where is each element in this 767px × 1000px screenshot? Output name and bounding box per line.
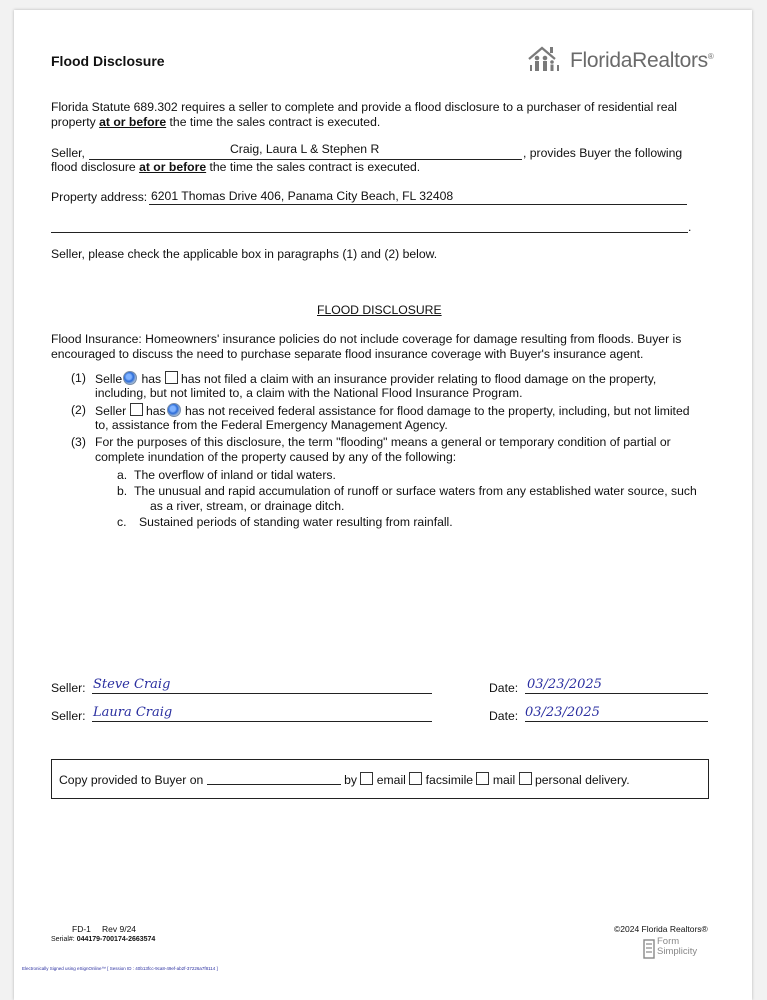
florida-realtors-logo	[526, 43, 726, 79]
date-2-label: Date:	[489, 709, 519, 723]
date-2-line	[525, 721, 708, 722]
copy-provided-label: Copy provided to Buyer on	[59, 773, 204, 787]
item-3a-letter: a.	[117, 468, 128, 482]
document-page	[14, 10, 752, 1000]
date-2-value[interactable]: 03/23/2025	[525, 705, 600, 720]
seller-label: Seller,	[51, 146, 85, 160]
item-3b-text: The unusual and rapid accumulation of runoff or surface waters from any established water source, such as a river, stream, or drainage ditch.	[134, 484, 697, 513]
form-simplicity-icon	[643, 939, 655, 959]
item-3: For the purposes of this disclosure, the term "flooding" means a general or temporary condition of partial or complete inundation of the property caused by any of the following:	[95, 435, 671, 464]
seller-2-signature-line	[92, 721, 432, 722]
seller-name-field[interactable]: Craig, Laura L & Stephen R	[230, 142, 380, 156]
seller-2-label: Seller:	[51, 709, 86, 723]
item-2: Seller has has not received federal assistance for flood damage to the property, including, but not limited	[95, 404, 690, 418]
item-1-has-checkbox-selected[interactable]	[123, 371, 137, 385]
seller-1-signature[interactable]: Steve Craig	[93, 677, 171, 692]
form-id: FD-1	[72, 924, 91, 934]
seller-1-label: Seller:	[51, 681, 86, 695]
logo-text: FloridaRealtors	[570, 49, 708, 72]
property-period: .	[688, 220, 692, 234]
date-1-value[interactable]: 03/23/2025	[527, 677, 602, 692]
item-2-has-not-checkbox-selected[interactable]	[167, 403, 181, 417]
logo-registered-mark: ®	[707, 52, 714, 61]
copy-date-field[interactable]	[207, 773, 341, 785]
personal-delivery-checkbox[interactable]	[519, 772, 532, 785]
facsimile-checkbox[interactable]	[409, 772, 422, 785]
mail-checkbox[interactable]	[476, 772, 489, 785]
property-address-line-2	[51, 232, 688, 233]
copyright: ©2024 Florida Realtors®	[614, 924, 708, 934]
flood-insurance-paragraph: Flood Insurance: Homeowners' insurance policies do not include coverage for damage resulting from floods. Buyer is encouraged to discuss the need to purchase separate flood insurance coverage with Buyer's insurance agent.	[51, 332, 682, 361]
item-2-number: (2)	[71, 403, 86, 417]
copy-provided-box: Copy provided to Buyer on by email facsimile mail personal delivery.	[51, 759, 709, 799]
item-2-has-checkbox[interactable]	[130, 403, 143, 416]
item-3-number: (3)	[71, 435, 86, 449]
item-1-has-not-checkbox[interactable]	[165, 371, 178, 384]
item-1-line-2: including, but not limited to, a claim with the National Flood Insurance Program.	[95, 386, 523, 400]
date-1-label: Date:	[489, 681, 519, 695]
item-1-number: (1)	[71, 371, 86, 385]
instruction-text: Seller, please check the applicable box in paragraphs (1) and (2) below.	[51, 247, 438, 261]
item-3c-letter: c.	[117, 515, 127, 529]
seller-2-signature[interactable]: Laura Craig	[93, 705, 173, 720]
date-1-line	[525, 693, 708, 694]
house-family-icon	[526, 43, 566, 77]
seller-line-suffix: , provides Buyer the following	[523, 146, 683, 160]
item-1: Selle has has not filed a claim with an insurance provider relating to flood damage on the property,	[95, 372, 657, 386]
page-title: Flood Disclosure	[51, 53, 165, 69]
form-simplicity-logo: Form Simplicity	[643, 937, 713, 961]
property-address-field[interactable]: 6201 Thomas Drive 406, Panama City Beach, FL 32408	[151, 189, 454, 203]
serial-number: Serial#: 044179-700174-2663574	[51, 936, 156, 943]
form-revision: Rev 9/24	[102, 924, 137, 934]
item-3c-text: Sustained periods of standing water resulting from rainfall.	[139, 515, 453, 529]
intro-paragraph: Florida Statute 689.302 requires a seller to complete and provide a flood disclosure to a purchaser of residential real property at or before the time the sales contract is executed.	[51, 100, 677, 129]
seller-line-2: flood disclosure at or before the time the sales contract is executed.	[51, 160, 421, 174]
seller-1-signature-line	[92, 693, 432, 694]
property-address-line	[149, 204, 687, 205]
item-3b-letter: b.	[117, 484, 128, 498]
esign-footer: Electronically Signed using eSignOnline™ [ Session ID : 40b13fcc-9ca8-49ef-ab2f-37226a7f8114 ]	[22, 966, 218, 971]
property-label: Property address:	[51, 190, 148, 204]
section-title: FLOOD DISCLOSURE	[317, 303, 442, 317]
item-2-line-2: to, assistance from the Federal Emergency Management Agency.	[95, 418, 448, 432]
item-3a-text: The overflow of inland or tidal waters.	[134, 468, 336, 482]
email-checkbox[interactable]	[360, 772, 373, 785]
